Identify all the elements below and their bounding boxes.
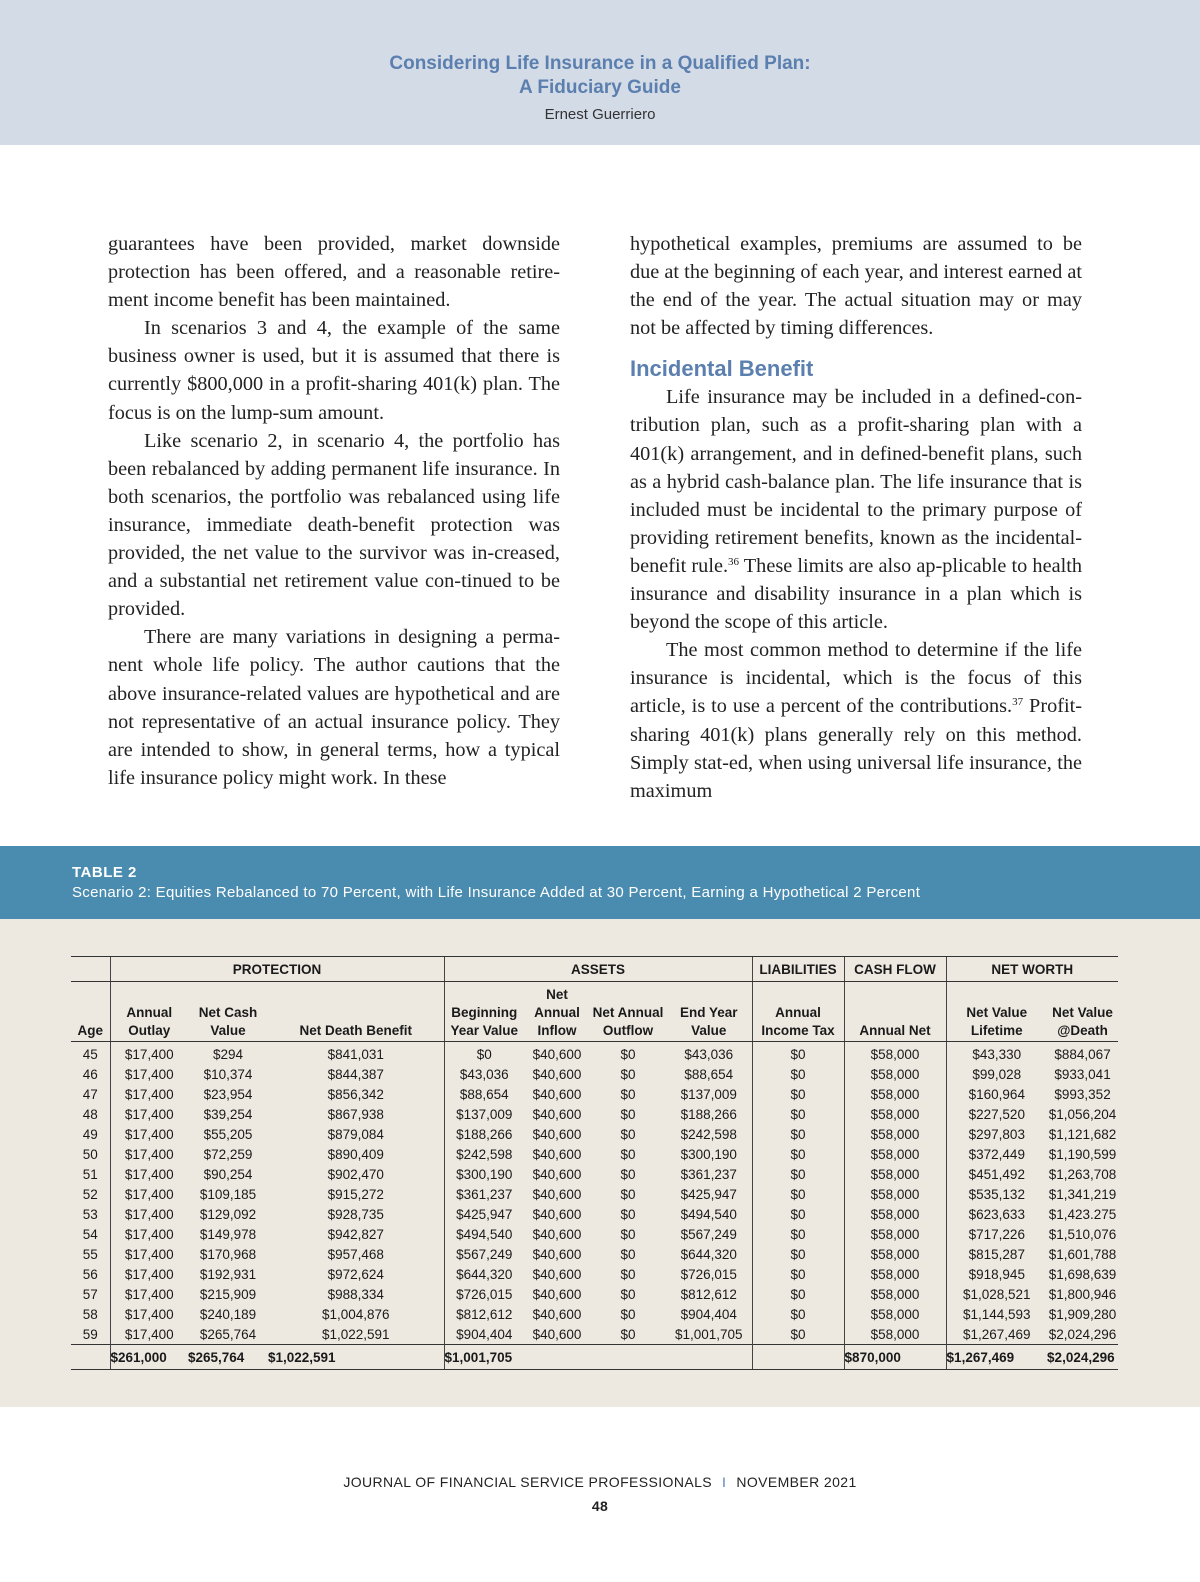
cell-net-value-death: $1,190,599 [1048, 1146, 1117, 1162]
table-row [71, 1084, 1118, 1104]
cell-end-year-value: $904,404 [680, 1306, 737, 1322]
table-row [71, 1124, 1118, 1144]
cell-annual-income-tax: $0 [752, 1244, 844, 1264]
cell-net-value-death: $1,056,204 [1048, 1106, 1117, 1122]
cell-annual-net: $58,000 [844, 1144, 946, 1164]
cell-net-annual-inflow: $40,600 [532, 1226, 582, 1242]
cell-net-value-lifetime: $99,028 [946, 1064, 1047, 1084]
cell-age: 50 [82, 1146, 98, 1162]
total-cell-empty [752, 1345, 844, 1370]
col-net-death-benefit: Net Death Benefit [268, 982, 444, 1042]
cell-beginning-year-value: $88,654 [444, 1084, 524, 1104]
cell-beginning-year-value: $300,190 [444, 1164, 524, 1184]
cell-net-value-lifetime: $372,449 [946, 1144, 1047, 1164]
cell-age: 54 [82, 1226, 98, 1242]
cell-annual-outlay: $17,400 [110, 1124, 188, 1144]
table-row [71, 1244, 1118, 1264]
cell-net-annual-outflow: $0 [620, 1166, 636, 1182]
cell-net-death-benefit: $942,827 [327, 1226, 384, 1242]
cell-end-year-value: $43,036 [684, 1046, 734, 1062]
cell-annual-outlay: $17,400 [110, 1244, 188, 1264]
cell-net-annual-outflow: $0 [620, 1046, 636, 1062]
table-title-band [0, 846, 1200, 919]
cell-age: 56 [82, 1266, 98, 1282]
cell-net-annual-outflow: $0 [620, 1206, 636, 1222]
paragraph-text: Life insurance may be included in a defined-con-tribution plan, such as a profit-sharing plan with a 401(k) arrangement, and in defined-benefit plans, such as a hybrid cash-balance plan. The life insurance that is included must be incidental to the primary purpose of providing retirement benefits, known as the incidental-benefit rule. [630, 386, 1082, 577]
cell-annual-income-tax: $0 [752, 1264, 844, 1284]
cell-beginning-year-value: $812,612 [444, 1304, 524, 1324]
group-header-empty [71, 957, 110, 982]
cell-net-annual-inflow: $40,600 [532, 1086, 582, 1102]
cell-beginning-year-value: $43,036 [444, 1064, 524, 1084]
cell-annual-net: $58,000 [844, 1324, 946, 1345]
cell-annual-income-tax: $0 [752, 1284, 844, 1304]
cell-annual-net: $58,000 [844, 1304, 946, 1324]
total-net-value-death: $2,024,296 [1047, 1345, 1118, 1370]
cell-net-annual-outflow: $0 [620, 1306, 636, 1322]
cell-net-annual-outflow: $0 [620, 1266, 636, 1282]
cell-beginning-year-value: $644,320 [444, 1264, 524, 1284]
cell-net-annual-outflow: $0 [620, 1226, 636, 1242]
footnote-ref-36: 36 [728, 555, 740, 568]
cell-net-annual-inflow: $40,600 [532, 1286, 582, 1302]
paragraph: In scenarios 3 and 4, the example of the same business owner is used, but it is assumed that there is currently $800,000 in a profit-sharing 401(k) plan. The focus is on the lump-sum amount. [108, 317, 560, 424]
total-cell-empty [590, 1345, 666, 1370]
cell-net-value-death: $1,800,946 [1048, 1286, 1117, 1302]
cell-annual-outlay: $17,400 [110, 1264, 188, 1284]
cell-net-annual-inflow: $40,600 [532, 1106, 582, 1122]
cell-annual-net: $58,000 [844, 1124, 946, 1144]
cell-net-value-lifetime: $815,287 [946, 1244, 1047, 1264]
footer-separator: I [722, 1474, 727, 1490]
cell-net-value-lifetime: $1,028,521 [946, 1284, 1047, 1304]
cell-annual-income-tax: $0 [752, 1104, 844, 1124]
cell-beginning-year-value: $361,237 [444, 1184, 524, 1204]
cell-net-cash-value: $129,092 [199, 1206, 257, 1222]
cell-annual-outlay: $17,400 [110, 1084, 188, 1104]
cell-net-annual-outflow: $0 [620, 1126, 636, 1142]
cell-annual-outlay: $17,400 [110, 1144, 188, 1164]
cell-end-year-value: $300,190 [680, 1146, 737, 1162]
cell-net-cash-value: $55,205 [203, 1126, 253, 1142]
cell-net-value-death: $1,263,708 [1048, 1166, 1117, 1182]
col-annual-income-tax: Annual Income Tax [752, 982, 844, 1042]
cell-net-death-benefit: $1,004,876 [321, 1306, 390, 1322]
cell-net-annual-outflow: $0 [620, 1066, 636, 1082]
section-heading: Incidental Benefit [630, 356, 814, 382]
cell-net-annual-inflow: $40,600 [532, 1046, 582, 1062]
paragraph-text: The most common method to determine if the life insurance is incidental, which is the focus of this article, is to use a percent of the contributions. [630, 639, 1082, 718]
total-beginning-year-value: $1,001,705 [444, 1345, 524, 1370]
cell-net-death-benefit: $1,022,591 [321, 1326, 390, 1342]
total-cell-empty [71, 1345, 110, 1370]
cell-age: 55 [82, 1246, 98, 1262]
cell-age: 59 [82, 1326, 98, 1342]
cell-net-value-death: $1,121,682 [1048, 1126, 1117, 1142]
table-row [71, 1324, 1118, 1345]
cell-net-cash-value: $170,968 [199, 1246, 257, 1262]
cell-beginning-year-value: $425,947 [444, 1204, 524, 1224]
cell-annual-income-tax: $0 [752, 1064, 844, 1084]
cell-annual-income-tax: $0 [752, 1144, 844, 1164]
cell-age: 49 [82, 1126, 98, 1142]
total-cell-empty [524, 1345, 590, 1370]
cell-net-value-lifetime: $297,803 [946, 1124, 1047, 1144]
cell-net-death-benefit: $928,735 [327, 1206, 384, 1222]
cell-annual-income-tax: $0 [752, 1084, 844, 1104]
cell-net-value-death: $1,601,788 [1048, 1246, 1117, 1262]
cell-annual-outlay: $17,400 [110, 1042, 188, 1065]
page-header [0, 0, 1200, 145]
column-header-row [71, 982, 1118, 1042]
cell-net-annual-inflow: $40,600 [532, 1266, 582, 1282]
cell-beginning-year-value: $494,540 [444, 1224, 524, 1244]
cell-net-cash-value: $109,185 [199, 1186, 257, 1202]
cell-annual-net: $58,000 [844, 1284, 946, 1304]
col-net-cash-value: Net Cash Value [188, 982, 268, 1042]
cell-net-death-benefit: $988,334 [327, 1286, 384, 1302]
cell-age: 53 [82, 1206, 98, 1222]
col-annual-outlay: Annual Outlay [110, 982, 188, 1042]
cell-end-year-value: $188,266 [680, 1106, 737, 1122]
cell-net-cash-value: $39,254 [203, 1106, 253, 1122]
cell-annual-net: $58,000 [844, 1084, 946, 1104]
article-title-line-2: A Fiduciary Guide [519, 77, 681, 98]
cell-net-annual-inflow: $40,600 [532, 1066, 582, 1082]
issue-date: NOVEMBER 2021 [736, 1474, 857, 1490]
group-protection: PROTECTION [110, 957, 444, 982]
cell-net-value-lifetime: $43,330 [946, 1042, 1047, 1065]
col-end-year-value: End Year Value [666, 982, 752, 1042]
paragraph [630, 636, 1082, 805]
cell-annual-net: $58,000 [844, 1042, 946, 1065]
cell-annual-income-tax: $0 [752, 1042, 844, 1065]
total-annual-outlay: $261,000 [110, 1345, 188, 1370]
article-author: Ernest Guerriero [544, 106, 656, 123]
table-row [71, 1064, 1118, 1084]
table-row [71, 1042, 1118, 1065]
cell-end-year-value: $137,009 [680, 1086, 737, 1102]
cell-net-annual-outflow: $0 [620, 1246, 636, 1262]
cell-beginning-year-value: $137,009 [444, 1104, 524, 1124]
cell-net-death-benefit: $972,624 [327, 1266, 384, 1282]
cell-net-death-benefit: $844,387 [327, 1066, 384, 1082]
page-number: 48 [591, 1498, 609, 1514]
table-caption: Scenario 2: Equities Rebalanced to 70 Percent, with Life Insurance Added at 30 Percent, Earning a Hypothetical 2 Percent [72, 884, 921, 901]
cell-net-annual-outflow: $0 [620, 1326, 636, 1342]
cell-net-value-death: $2,024,296 [1048, 1326, 1117, 1342]
cell-net-value-lifetime: $623,633 [946, 1204, 1047, 1224]
page-footer [0, 1474, 1200, 1514]
cell-age: 52 [82, 1186, 98, 1202]
cell-age: 58 [82, 1306, 98, 1322]
cell-net-death-benefit: $867,938 [327, 1106, 384, 1122]
cell-net-cash-value: $265,764 [199, 1326, 257, 1342]
cell-end-year-value: $425,947 [680, 1186, 737, 1202]
cell-end-year-value: $567,249 [680, 1226, 737, 1242]
col-net-value-lifetime: Net Value Lifetime [946, 982, 1047, 1042]
cell-net-value-death: $1,423.275 [1048, 1206, 1117, 1222]
cell-annual-income-tax: $0 [752, 1224, 844, 1244]
paragraph [630, 383, 1082, 636]
cell-age: 46 [82, 1066, 98, 1082]
cell-net-value-death: $1,698,639 [1048, 1266, 1117, 1282]
cell-net-cash-value: $192,931 [199, 1266, 257, 1282]
cell-annual-outlay: $17,400 [110, 1184, 188, 1204]
cell-net-cash-value: $240,189 [199, 1306, 257, 1322]
cell-end-year-value: $361,237 [680, 1166, 737, 1182]
cell-end-year-value: $1,001,705 [675, 1326, 743, 1342]
cell-net-cash-value: $23,954 [203, 1086, 253, 1102]
cell-net-cash-value: $90,254 [203, 1166, 253, 1182]
cell-annual-outlay: $17,400 [110, 1324, 188, 1345]
scenario-table [71, 956, 1118, 1370]
cell-net-annual-inflow: $40,600 [532, 1146, 582, 1162]
paragraph: guarantees have been provided, market downside protection has been offered, and a reasonable retire-ment income benefit has been maintained. [108, 233, 560, 312]
cell-net-annual-inflow: $40,600 [532, 1246, 582, 1262]
table-row [71, 1184, 1118, 1204]
cell-beginning-year-value: $0 [444, 1042, 524, 1065]
cell-net-cash-value: $149,978 [199, 1226, 257, 1242]
cell-annual-income-tax: $0 [752, 1304, 844, 1324]
cell-net-value-lifetime: $160,964 [946, 1084, 1047, 1104]
col-net-value-death: Net Value @Death [1047, 982, 1118, 1042]
table-row [71, 1104, 1118, 1124]
col-age: Age [71, 982, 110, 1042]
table-body [71, 1042, 1118, 1345]
cell-annual-net: $58,000 [844, 1244, 946, 1264]
cell-end-year-value: $494,540 [680, 1206, 737, 1222]
cell-annual-outlay: $17,400 [110, 1064, 188, 1084]
cell-net-value-lifetime: $1,144,593 [946, 1304, 1047, 1324]
cell-net-death-benefit: $915,272 [327, 1186, 384, 1202]
paragraph: hypothetical examples, premiums are assumed to be due at the beginning of each year, and interest earned at the end of the year. The actual situation may or may not be affected by timing differences. [630, 233, 1082, 340]
group-header-row [71, 957, 1118, 982]
cell-net-death-benefit: $957,468 [327, 1246, 384, 1262]
total-net-death-benefit: $1,022,591 [268, 1345, 444, 1370]
cell-end-year-value: $812,612 [680, 1286, 737, 1302]
cell-age: 57 [82, 1286, 98, 1302]
cell-annual-outlay: $17,400 [110, 1204, 188, 1224]
cell-net-death-benefit: $856,342 [327, 1086, 384, 1102]
paragraph: There are many variations in designing a perma-nent whole life policy. The author cautions that the above insurance-related values are hypothetical and are not representative of an actual insurance policy. They are intended to show, in general terms, how a typical life insurance policy might work. In these [108, 626, 560, 789]
cell-net-annual-inflow: $40,600 [532, 1306, 582, 1322]
table-row [71, 1264, 1118, 1284]
cell-annual-net: $58,000 [844, 1104, 946, 1124]
cell-age: 51 [82, 1166, 98, 1182]
cell-net-value-death: $1,909,280 [1048, 1306, 1117, 1322]
cell-net-value-lifetime: $451,492 [946, 1164, 1047, 1184]
total-annual-net: $870,000 [844, 1345, 946, 1370]
cell-net-annual-outflow: $0 [620, 1106, 636, 1122]
cell-net-value-lifetime: $1,267,469 [946, 1324, 1047, 1345]
cell-end-year-value: $726,015 [680, 1266, 737, 1282]
cell-annual-outlay: $17,400 [110, 1164, 188, 1184]
cell-net-cash-value: $215,909 [199, 1286, 257, 1302]
cell-annual-net: $58,000 [844, 1184, 946, 1204]
footnote-ref-37: 37 [1012, 696, 1024, 709]
article-title-line-1: Considering Life Insurance in a Qualified Plan: [389, 53, 811, 74]
totals-row [71, 1345, 1118, 1370]
group-net-worth: NET WORTH [946, 957, 1118, 982]
cell-annual-income-tax: $0 [752, 1164, 844, 1184]
cell-annual-outlay: $17,400 [110, 1304, 188, 1324]
cell-net-cash-value: $294 [212, 1046, 244, 1062]
group-cash-flow: CASH FLOW [844, 957, 946, 982]
left-text-column [108, 230, 560, 792]
cell-net-value-lifetime: $535,132 [946, 1184, 1047, 1204]
cell-annual-income-tax: $0 [752, 1184, 844, 1204]
table-row [71, 1144, 1118, 1164]
table-row [71, 1284, 1118, 1304]
total-net-value-lifetime: $1,267,469 [946, 1345, 1047, 1370]
paragraph-text: These limits are also ap-plicable to health insurance and disability insurance in a plan which is beyond the scope of this article. [630, 554, 1082, 634]
table-label: TABLE 2 [72, 864, 137, 881]
cell-net-annual-inflow: $40,600 [532, 1186, 582, 1202]
cell-annual-income-tax: $0 [752, 1204, 844, 1224]
cell-end-year-value: $644,320 [680, 1246, 737, 1262]
cell-net-value-death: $1,341,219 [1048, 1186, 1117, 1202]
table-row [71, 1304, 1118, 1324]
journal-name: JOURNAL OF FINANCIAL SERVICE PROFESSIONALS [343, 1474, 713, 1490]
col-beginning-year-value: Beginning Year Value [444, 982, 524, 1042]
cell-annual-outlay: $17,400 [110, 1224, 188, 1244]
cell-annual-outlay: $17,400 [110, 1104, 188, 1124]
table-row [71, 1224, 1118, 1244]
group-assets: ASSETS [444, 957, 752, 982]
total-net-cash-value: $265,764 [188, 1345, 268, 1370]
cell-beginning-year-value: $242,598 [444, 1144, 524, 1164]
cell-net-annual-outflow: $0 [620, 1186, 636, 1202]
col-annual-net: Annual Net [844, 982, 946, 1042]
cell-net-annual-inflow: $40,600 [532, 1126, 582, 1142]
cell-annual-income-tax: $0 [752, 1124, 844, 1144]
cell-net-annual-outflow: $0 [620, 1086, 636, 1102]
cell-net-cash-value: $10,374 [203, 1066, 253, 1082]
cell-beginning-year-value: $188,266 [444, 1124, 524, 1144]
cell-net-annual-inflow: $40,600 [532, 1166, 582, 1182]
cell-annual-income-tax: $0 [752, 1324, 844, 1345]
cell-net-death-benefit: $890,409 [327, 1146, 384, 1162]
cell-net-death-benefit: $879,084 [327, 1126, 384, 1142]
cell-net-death-benefit: $841,031 [327, 1046, 384, 1062]
cell-end-year-value: $242,598 [680, 1126, 737, 1142]
cell-annual-net: $58,000 [844, 1204, 946, 1224]
cell-net-value-death: $1,510,076 [1048, 1226, 1117, 1242]
paragraph-text: Profit-sharing 401(k) plans generally rely on this method. Simply stat-ed, when using universal life insurance, the maximum [630, 695, 1082, 802]
cell-net-cash-value: $72,259 [203, 1146, 253, 1162]
paragraph: Like scenario 2, in scenario 4, the portfolio has been rebalanced by adding permanent life insurance. In both scenarios, the portfolio was rebalanced using life insurance, immediate death-benefit protection was provided, the net value to the survivor was in-creased, and a substantial net retirement value con-tinued to be provided. [108, 429, 560, 621]
cell-net-value-death: $933,041 [1054, 1066, 1111, 1082]
cell-age: 45 [82, 1046, 98, 1062]
total-cell-empty [666, 1345, 752, 1370]
cell-net-annual-outflow: $0 [620, 1146, 636, 1162]
cell-annual-outlay: $17,400 [110, 1284, 188, 1304]
cell-age: 48 [82, 1106, 98, 1122]
table-row [71, 1204, 1118, 1224]
table-row [71, 1164, 1118, 1184]
cell-age: 47 [82, 1086, 98, 1102]
cell-net-death-benefit: $902,470 [327, 1166, 384, 1182]
cell-net-annual-inflow: $40,600 [532, 1326, 582, 1342]
cell-annual-net: $58,000 [844, 1064, 946, 1084]
col-net-annual-outflow: Net Annual Outflow [590, 982, 666, 1042]
cell-net-value-death: $993,352 [1054, 1086, 1111, 1102]
cell-beginning-year-value: $904,404 [444, 1324, 524, 1345]
cell-end-year-value: $88,654 [684, 1066, 734, 1082]
right-text-column [630, 230, 1082, 805]
cell-annual-net: $58,000 [844, 1164, 946, 1184]
cell-net-value-lifetime: $717,226 [946, 1224, 1047, 1244]
cell-annual-net: $58,000 [844, 1264, 946, 1284]
cell-net-annual-inflow: $40,600 [532, 1206, 582, 1222]
cell-annual-net: $58,000 [844, 1224, 946, 1244]
cell-net-value-death: $884,067 [1054, 1046, 1111, 1062]
cell-net-value-lifetime: $918,945 [946, 1264, 1047, 1284]
footer-line [0, 1474, 1200, 1490]
group-liabilities: LIABILITIES [752, 957, 844, 982]
col-net-annual-inflow: Net Annual Inflow [524, 982, 590, 1042]
cell-net-annual-outflow: $0 [620, 1286, 636, 1302]
cell-beginning-year-value: $567,249 [444, 1244, 524, 1264]
cell-net-value-lifetime: $227,520 [946, 1104, 1047, 1124]
cell-beginning-year-value: $726,015 [444, 1284, 524, 1304]
